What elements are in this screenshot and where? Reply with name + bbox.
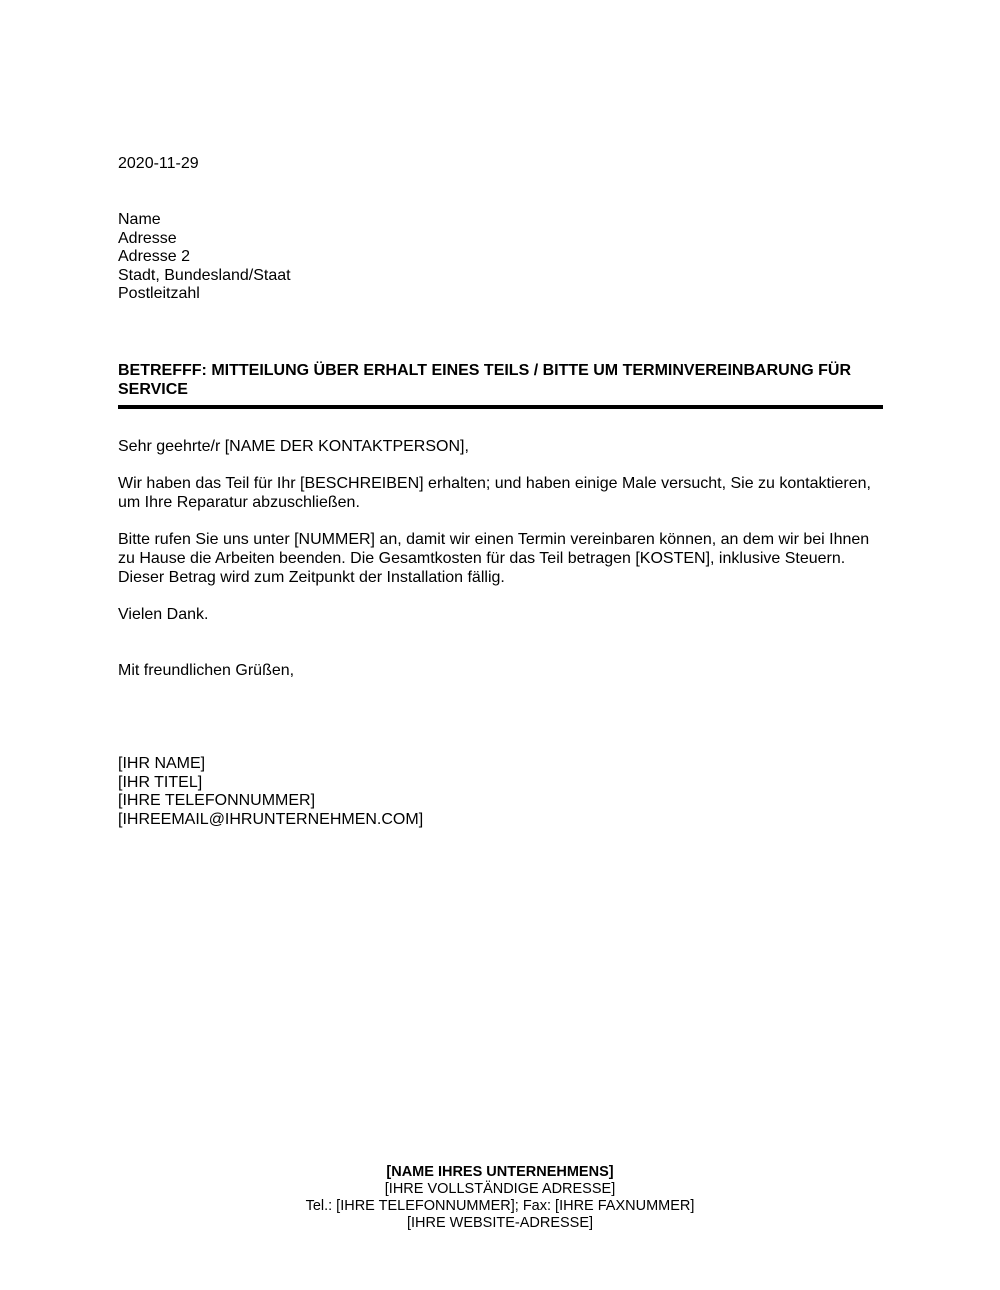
letter-date: 2020-11-29	[118, 155, 199, 172]
recipient-postal-code: Postleitzahl	[118, 285, 200, 303]
footer-address: [IHRE VOLLSTÄNDIGE ADRESSE]	[384, 1181, 616, 1197]
subject-divider	[118, 405, 883, 409]
signature-title: [IHR TITEL]	[118, 773, 203, 791]
recipient-address	[118, 211, 291, 304]
body-paragraph-1: Wir haben das Teil für Ihr [BESCHREIBEN] erhalten; und haben einige Male versucht, Sie zu kontaktieren, um Ihre Reparatur abzuschließen.	[118, 475, 871, 511]
thanks-line: Vielen Dank.	[118, 606, 209, 623]
letter-footer	[0, 1164, 1000, 1232]
recipient-address-line2: Adresse 2	[118, 248, 191, 266]
signature-name: [IHR NAME]	[118, 755, 206, 772]
footer-website: [IHRE WEBSITE-ADRESSE]	[406, 1215, 594, 1231]
closing-line: Mit freundlichen Grüßen,	[118, 662, 295, 679]
footer-company-name: [NAME IHRES UNTERNEHMENS]	[386, 1164, 614, 1180]
subject-line: BETREFFF: MITTEILUNG ÜBER ERHALT EINES TEILS / BITTE UM TERMINVEREINBARUNG FÜR SERVICE	[118, 362, 852, 398]
signature-block	[118, 755, 883, 829]
signature-email: [IHREEMAIL@IHRUNTERNEHMEN.COM]	[118, 810, 424, 828]
body-paragraph-2: Bitte rufen Sie uns unter [NUMMER] an, damit wir einen Termin vereinbaren können, an dem wir bei Ihnen zu Hause die Arbeiten beenden. Die Gesamtkosten für das Teil betragen [KOSTEN], inklusive Steuern. Dieser Betrag wird zum Zeitpunkt der Installation fällig.	[118, 531, 870, 586]
recipient-city-state: Stadt, Bundesland/Staat	[118, 266, 291, 284]
salutation: Sehr geehrte/r [NAME DER KONTAKTPERSON],	[118, 438, 469, 455]
recipient-address-line1: Adresse	[118, 229, 177, 247]
recipient-name: Name	[118, 211, 161, 228]
footer-contact: Tel.: [IHRE TELEFONNUMMER]; Fax: [IHRE FAXNUMMER]	[305, 1198, 695, 1214]
signature-phone: [IHRE TELEFONNUMMER]	[118, 792, 316, 810]
